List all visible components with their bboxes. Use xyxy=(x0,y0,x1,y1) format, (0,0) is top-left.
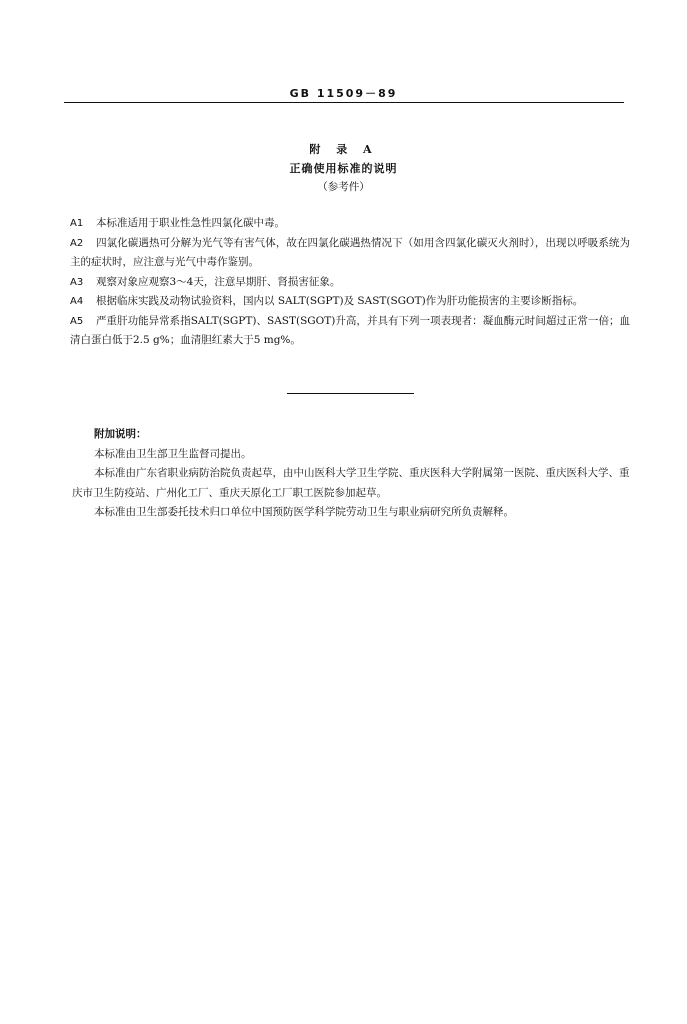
clause-a1 xyxy=(70,214,630,234)
additional-note-paragraph: 本标准由广东省职业病防治院负责起草，由中山医科大学卫生学院、重庆医科大学附属第一医院、重庆医科大学、重庆市卫生防疫站、广州化工厂、重庆天原化工厂职工医院参加起草。 xyxy=(72,467,630,499)
clause-text: 四氯化碳遇热可分解为光气等有害气体，故在四氯化碳遇热情况下（如用含四氯化碳灭火剂时），出现以呼吸系统为主的症状时，应注意与光气中毒作鉴别。 xyxy=(70,236,630,268)
standard-code: GB 11509－89 xyxy=(289,87,398,100)
clause-id: A4 xyxy=(70,296,84,307)
clause-list xyxy=(70,214,630,351)
additional-note-paragraph: 本标准由卫生部卫生监督司提出。 xyxy=(94,447,252,460)
clause-id: A5 xyxy=(70,315,84,327)
clause-id: A2 xyxy=(70,237,84,249)
additional-notes xyxy=(72,425,632,523)
appendix-subtitle: 正确使用标准的说明 xyxy=(289,162,398,175)
clause-text: 观察对象应观察3～4天，注意早期肝、肾损害征象。 xyxy=(96,275,341,288)
clause-id: A3 xyxy=(70,276,84,288)
appendix-note: （参考件） xyxy=(317,181,370,193)
section-divider xyxy=(287,393,414,394)
clause-a5 xyxy=(70,312,630,351)
clause-a3 xyxy=(70,273,630,293)
clause-id: A1 xyxy=(70,218,84,229)
header-rule xyxy=(64,102,624,103)
clause-a2 xyxy=(70,234,630,273)
clause-text: 本标准适用于职业性急性四氯化碳中毒。 xyxy=(96,217,285,229)
clause-text: 根据临床实践及动物试验资料，国内以 SALT(SGPT)及 SAST(SGOT)作为肝功能损害的主要诊断指标。 xyxy=(96,295,584,307)
additional-note-paragraph: 本标准由卫生部委托技术归口单位中国预防医学科学院劳动卫生与职业病研究所负责解释。 xyxy=(94,506,514,518)
appendix-title: 附 录 A xyxy=(309,143,378,156)
clause-a4 xyxy=(70,292,630,312)
additional-notes-title: 附加说明： xyxy=(94,428,147,440)
clause-text: 严重肝功能异常系指SALT(SGPT)、SAST(SGOT)升高，并具有下列一项表现者：凝血酶元时间超过正常一倍；血清白蛋白低于2.5 g%；血清胆红素大于5 mg%。 xyxy=(70,314,630,346)
